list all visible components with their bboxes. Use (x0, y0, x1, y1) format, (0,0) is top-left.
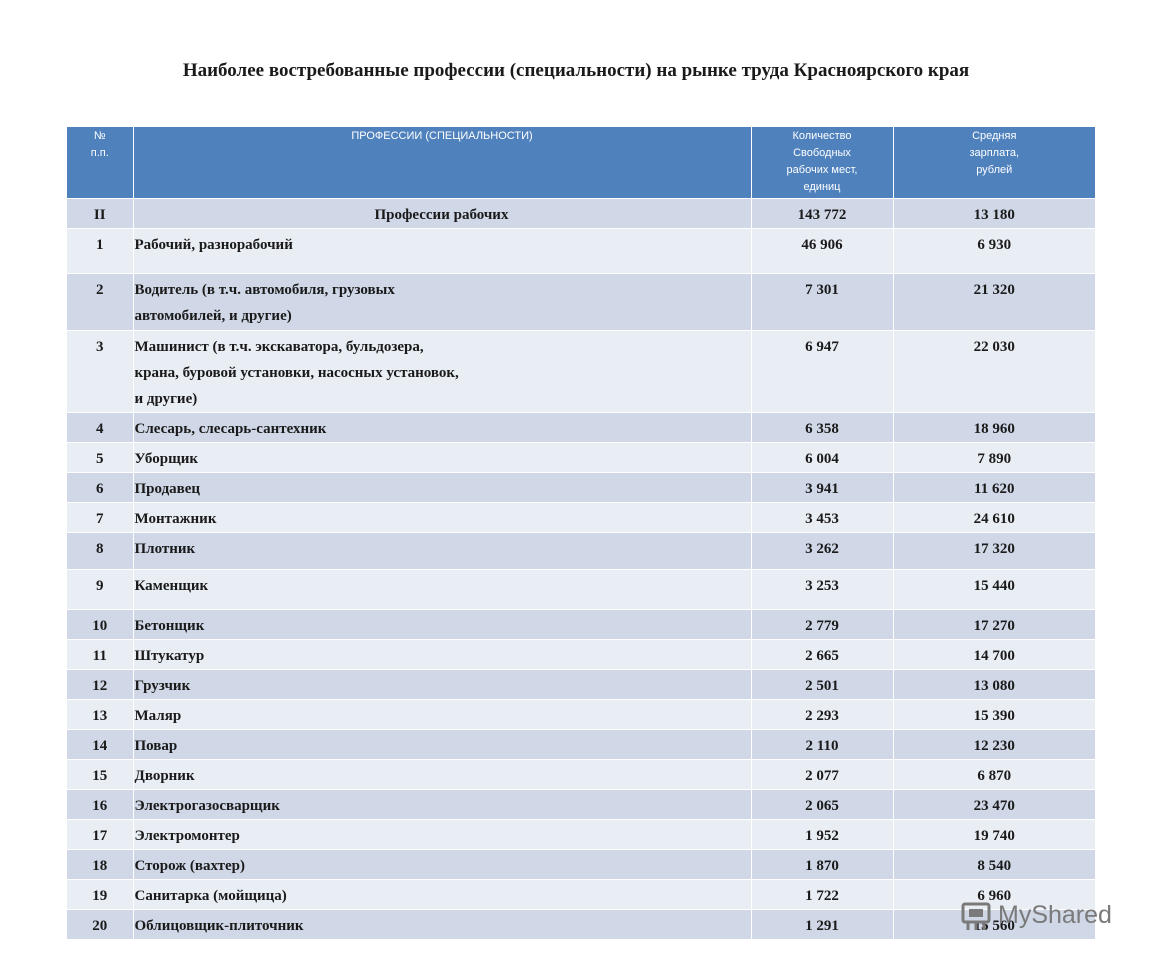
row-vacancies: 2 110 (751, 730, 893, 760)
row-num: 18 (67, 850, 133, 880)
row-profession-line: Грузчик (134, 678, 191, 694)
row-profession (133, 820, 751, 850)
row-profession-line: Штукатур (134, 648, 205, 664)
row-profession-line: и другие) (134, 391, 198, 407)
table-row (67, 503, 1095, 533)
row-num: 13 (67, 700, 133, 730)
row-profession (133, 670, 751, 700)
row-profession-line: Дворник (134, 768, 195, 784)
table-row (67, 910, 1095, 940)
row-salary: 11 620 (893, 473, 1095, 503)
row-salary: 18 960 (893, 413, 1095, 443)
row-profession (133, 443, 751, 473)
row-num: 9 (67, 570, 133, 610)
table-row (67, 700, 1095, 730)
table-row (67, 610, 1095, 640)
table-row (67, 331, 1095, 413)
row-profession (133, 503, 751, 533)
row-vacancies: 2 293 (751, 700, 893, 730)
table-row (67, 533, 1095, 570)
row-vacancies: 6 358 (751, 413, 893, 443)
row-salary: 8 540 (893, 850, 1095, 880)
header-profession-line: ПРОФЕССИИ (СПЕЦИАЛЬНОСТИ) (351, 130, 533, 142)
row-salary: 15 440 (893, 570, 1095, 610)
row-profession-line: Каменщик (134, 578, 209, 594)
row-salary: 24 610 (893, 503, 1095, 533)
header-profession (133, 127, 751, 199)
row-profession-line: автомобилей, и другие) (134, 308, 292, 324)
row-profession (133, 570, 751, 610)
row-profession (133, 274, 751, 331)
table-row (67, 850, 1095, 880)
header-vacancies-line: Количество (792, 130, 852, 142)
row-profession-line: крана, буровой установки, насосных установок, (134, 365, 459, 381)
row-vacancies: 7 301 (751, 274, 893, 331)
row-salary: 15 390 (893, 700, 1095, 730)
page-title: Наиболее востребованные профессии (специальности) на рынке труда Красноярского края (182, 60, 970, 81)
table-row (67, 473, 1095, 503)
row-profession-line: Бетонщик (134, 618, 205, 634)
row-profession-line: Маляр (134, 708, 182, 724)
row-salary: 21 320 (893, 274, 1095, 331)
header-salary-line: зарплата, (969, 147, 1020, 159)
table-row (67, 670, 1095, 700)
row-vacancies: 6 004 (751, 443, 893, 473)
table-row (67, 443, 1095, 473)
row-num: 2 (67, 274, 133, 331)
row-vacancies: 46 906 (751, 229, 893, 274)
row-profession-line: Сторож (вахтер) (134, 858, 245, 874)
row-num: 19 (67, 880, 133, 910)
watermark-logo (960, 897, 1112, 933)
row-profession-line: Уборщик (134, 451, 199, 467)
row-profession (133, 413, 751, 443)
group-vacancies: 143 772 (751, 199, 893, 229)
table-row (67, 413, 1095, 443)
row-vacancies: 1 870 (751, 850, 893, 880)
row-profession-line: Слесарь, слесарь-сантехник (134, 421, 327, 437)
row-profession-line: Плотник (134, 541, 196, 557)
row-vacancies: 3 262 (751, 533, 893, 570)
row-num: 12 (67, 670, 133, 700)
row-vacancies: 1 722 (751, 880, 893, 910)
row-profession-line: Санитарка (мойщица) (134, 888, 287, 904)
header-num (67, 127, 133, 199)
row-profession-line: Монтажник (134, 511, 217, 527)
row-num: 16 (67, 790, 133, 820)
row-num: 14 (67, 730, 133, 760)
row-num: 7 (67, 503, 133, 533)
row-vacancies: 2 065 (751, 790, 893, 820)
row-salary: 6 930 (893, 229, 1095, 274)
row-vacancies: 1 952 (751, 820, 893, 850)
group-name: Профессии рабочих (133, 199, 751, 229)
row-salary: 14 700 (893, 640, 1095, 670)
row-vacancies: 2 077 (751, 760, 893, 790)
row-num: 6 (67, 473, 133, 503)
row-salary: 7 890 (893, 443, 1095, 473)
row-profession-line: Рабочий, разнорабочий (134, 237, 293, 253)
table-row (67, 229, 1095, 274)
row-profession-line: Электрогазосварщик (134, 798, 280, 814)
table-row (67, 820, 1095, 850)
header-num-line: № (93, 130, 106, 142)
row-profession (133, 533, 751, 570)
row-profession (133, 610, 751, 640)
row-vacancies: 6 947 (751, 331, 893, 413)
header-vacancies-line: единиц (803, 181, 841, 193)
row-vacancies: 2 779 (751, 610, 893, 640)
row-vacancies: 3 453 (751, 503, 893, 533)
row-num: 10 (67, 610, 133, 640)
row-salary: 12 230 (893, 730, 1095, 760)
row-salary: 6 960 (893, 880, 1095, 910)
row-num: 4 (67, 413, 133, 443)
row-num: 20 (67, 910, 133, 940)
table-row (67, 790, 1095, 820)
row-vacancies: 3 253 (751, 570, 893, 610)
row-vacancies: 1 291 (751, 910, 893, 940)
row-profession (133, 331, 751, 413)
row-salary: 6 870 (893, 760, 1095, 790)
professions-table (67, 127, 1095, 939)
table-row (67, 760, 1095, 790)
row-profession-line: Водитель (в т.ч. автомобиля, грузовых (134, 282, 395, 298)
table-row (67, 640, 1095, 670)
row-profession-line: Продавец (134, 481, 201, 497)
row-num: 3 (67, 331, 133, 413)
myshared-logo-icon (960, 898, 994, 932)
table-row (67, 274, 1095, 331)
group-num: II (67, 199, 133, 229)
header-vacancies (751, 127, 893, 199)
row-profession (133, 850, 751, 880)
row-profession-line: Повар (134, 738, 178, 754)
header-vacancies-line: рабочих мест, (786, 164, 858, 176)
row-num: 15 (67, 760, 133, 790)
table-row (67, 730, 1095, 760)
watermark-text: MyShared (998, 900, 1112, 929)
row-salary: 15 560 (893, 910, 1095, 940)
row-salary: 17 270 (893, 610, 1095, 640)
row-profession (133, 910, 751, 940)
row-salary: 23 470 (893, 790, 1095, 820)
header-vacancies-line: Свободных (793, 147, 851, 159)
header-salary-line: рублей (976, 164, 1013, 176)
header-num-line: п.п. (90, 147, 109, 159)
group-salary: 13 180 (893, 199, 1095, 229)
row-salary: 19 740 (893, 820, 1095, 850)
group-row (67, 199, 1095, 229)
row-salary: 13 080 (893, 670, 1095, 700)
row-num: 8 (67, 533, 133, 570)
row-vacancies: 2 501 (751, 670, 893, 700)
row-profession (133, 760, 751, 790)
header-salary-line: Средняя (972, 130, 1017, 142)
row-num: 1 (67, 229, 133, 274)
row-profession (133, 473, 751, 503)
row-num: 11 (67, 640, 133, 670)
row-vacancies: 3 941 (751, 473, 893, 503)
row-profession (133, 640, 751, 670)
row-profession-line: Электромонтер (134, 828, 240, 844)
table-row (67, 880, 1095, 910)
row-profession (133, 730, 751, 760)
row-salary: 17 320 (893, 533, 1095, 570)
table-header-row (67, 127, 1095, 199)
row-num: 17 (67, 820, 133, 850)
row-num: 5 (67, 443, 133, 473)
table-row (67, 570, 1095, 610)
header-salary (893, 127, 1095, 199)
row-profession (133, 880, 751, 910)
row-profession (133, 790, 751, 820)
row-salary: 22 030 (893, 331, 1095, 413)
row-profession (133, 229, 751, 274)
row-profession (133, 700, 751, 730)
row-profession-line: Облицовщик-плиточник (134, 918, 304, 934)
row-profession-line: Машинист (в т.ч. экскаватора, бульдозера, (134, 339, 424, 355)
row-vacancies: 2 665 (751, 640, 893, 670)
